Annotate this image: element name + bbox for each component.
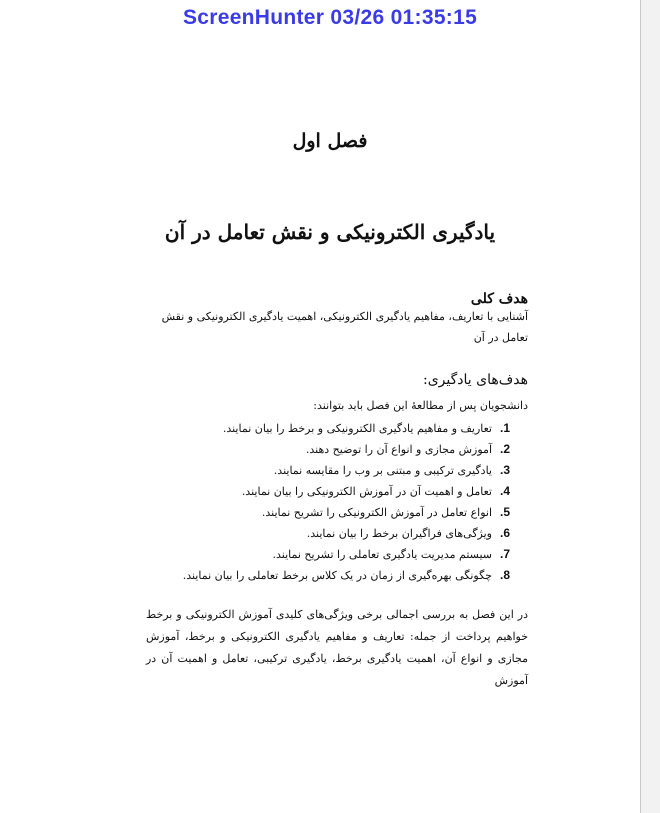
list-item <box>150 439 510 460</box>
list-item <box>150 523 510 544</box>
list-item <box>150 502 510 523</box>
general-goal-heading: هدف کلی <box>470 291 528 307</box>
list-item-number: 4. <box>499 484 510 498</box>
viewer-background <box>641 0 660 813</box>
list-item-number: 6. <box>499 526 510 540</box>
list-item <box>150 460 510 481</box>
learning-objectives-heading: هدف‌های یادگیری: <box>423 372 528 388</box>
screenhunter-watermark: ScreenHunter 03/26 01:35:15 <box>182 6 478 29</box>
list-item-text: چگونگی بهره‌گیری از زمان در یک کلاس برخط تعاملی را بیان نمایند. <box>182 569 492 582</box>
list-item <box>150 481 510 502</box>
general-goal-text: آشنایی با تعاریف، مفاهیم یادگیری الکترونیکی، اهمیت یادگیری الکترونیکی و نقش تعامل در آن <box>161 310 528 344</box>
list-item-number: 3. <box>499 463 510 477</box>
list-item-text: ویژگی‌های فراگیران برخط را بیان نمایند. <box>306 527 492 540</box>
list-item-text: انواع تعامل در آموزش الکترونیکی را تشریح نمایند. <box>261 506 492 519</box>
list-item-number: 1. <box>499 421 510 435</box>
list-item <box>150 544 510 565</box>
learning-objectives-intro: دانشجویان پس از مطالعۀ این فصل باید بتوانند: <box>313 399 528 412</box>
list-item <box>150 418 510 439</box>
body-paragraph: در این فصل به بررسی اجمالی برخی ویژگی‌های کلیدی آموزش الکترونیکی و برخط خواهیم پرداخت از جمله: تعاریف و مفاهیم یادگیری الکترونیکی و برخط، آموزش مجازی و انواع آن، اهمیت یادگیری برخط، یادگیری ترکیبی، تعامل و اهمیت آن در آموزش <box>146 608 528 687</box>
learning-objectives-list <box>150 418 510 586</box>
list-item-text: تعامل و اهمیت آن در آموزش الکترونیکی را بیان نمایند. <box>241 485 492 498</box>
list-item-text: سیستم مدیریت یادگیری تعاملی را تشریح نمایند. <box>272 548 492 561</box>
chapter-title: یادگیری الکترونیکی و نقش تعامل در آن <box>164 220 496 244</box>
list-item-text: آموزش مجازی و انواع آن را توضیح دهند. <box>305 443 492 456</box>
list-item <box>150 565 510 586</box>
chapter-heading: فصل اول <box>292 130 368 152</box>
list-item-number: 5. <box>499 505 510 519</box>
list-item-number: 8. <box>499 568 510 582</box>
list-item-number: 2. <box>499 442 510 456</box>
list-item-number: 7. <box>499 547 510 561</box>
list-item-text: تعاریف و مفاهیم یادگیری الکترونیکی و برخط را بیان نمایند. <box>222 422 492 435</box>
list-item-text: یادگیری ترکیبی و مبتنی بر وب را مقایسه نمایند. <box>273 464 492 477</box>
